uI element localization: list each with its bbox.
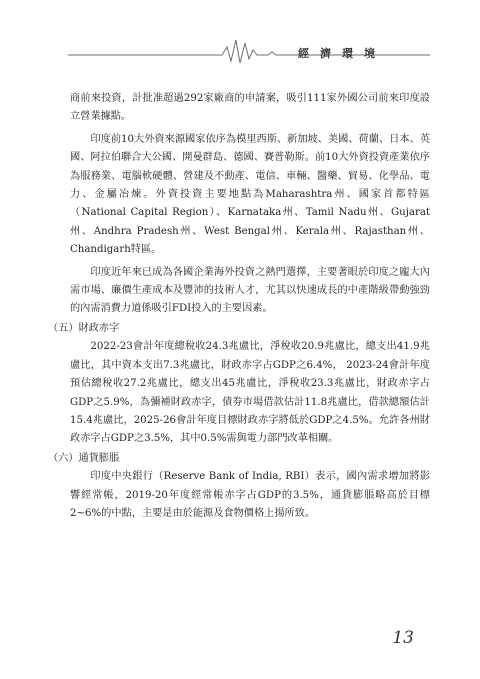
main-content — [48, 90, 430, 523]
section-body-inflation: 印度中央銀行（Reserve Bank of India, RBI）表示，國內需求增加將影響經常帳，2019-20年度經常帳赤字占GDP的3.5%，通貨膨脹略高於目標2~6%的中點，主要是由於能源及食物價格上揚所致。 — [70, 471, 430, 519]
header-section-title: 經濟環境 — [298, 47, 386, 60]
section-body-fiscal-deficit: 2022-23會計年度總稅收24.3兆盧比，淨稅收20.9兆盧比，總支出41.9兆盧比，其中資本支出7.3兆盧比，財政赤字占GDP之6.4%， 2023-24會計年度預估總稅收27.2兆盧比，總支出45兆盧比，淨稅收23.3兆盧比，財政赤字占GDP之5.9%，為彌補財政赤字，債券市場借款估計11.8兆盧比，借款總額估計15.4兆盧比，2025-26會計年度目標財政赤字將低於GDP之4.5%。允許各州財政赤字占GDP之3.5%，其中0.5%需與電力部門改革相關。 — [70, 341, 430, 445]
body-paragraph: 印度前10大外資來源國家依序為模里西斯、新加坡、美國、荷蘭、日本、英國、阿拉伯聯合大公國、開曼群島、德國、賽普勒斯。前10大外資投資產業依序為服務業、電腦軟硬體、營建及不動產、電信、車輛、醫藥、貿易、化學品、電力、金屬冶煉。外資投資主要地點為Maharashtra州、國家首都特區（National Capital Region）、Karnataka州、Tamil Nadu州、Gujarat州、Andhra Pradesh州、West Bengal州、Kerala州、Rajasthan州、Chandigarh特區。 — [70, 133, 430, 256]
section-heading-inflation: （六）通貨膨脹 — [48, 452, 120, 464]
page-number: 13 — [392, 628, 414, 648]
body-paragraph: 商前來投資，計批准超過292家廠商的申請案，吸引111家外國公司前來印度設立營業據點。 — [70, 93, 430, 123]
body-paragraph: 印度近年來已成為各國企業海外投資之熱門選擇，主要著眼於印度之龐大內需市場、廉價生產成本及豐沛的技術人才，尤其以快速成長的中產階級帶動強勁的內需消費力道係吸引FDI投入的主要因素。 — [70, 266, 430, 315]
page-header — [0, 0, 480, 70]
section-heading-fiscal-deficit: （五）財政赤字 — [48, 322, 120, 334]
